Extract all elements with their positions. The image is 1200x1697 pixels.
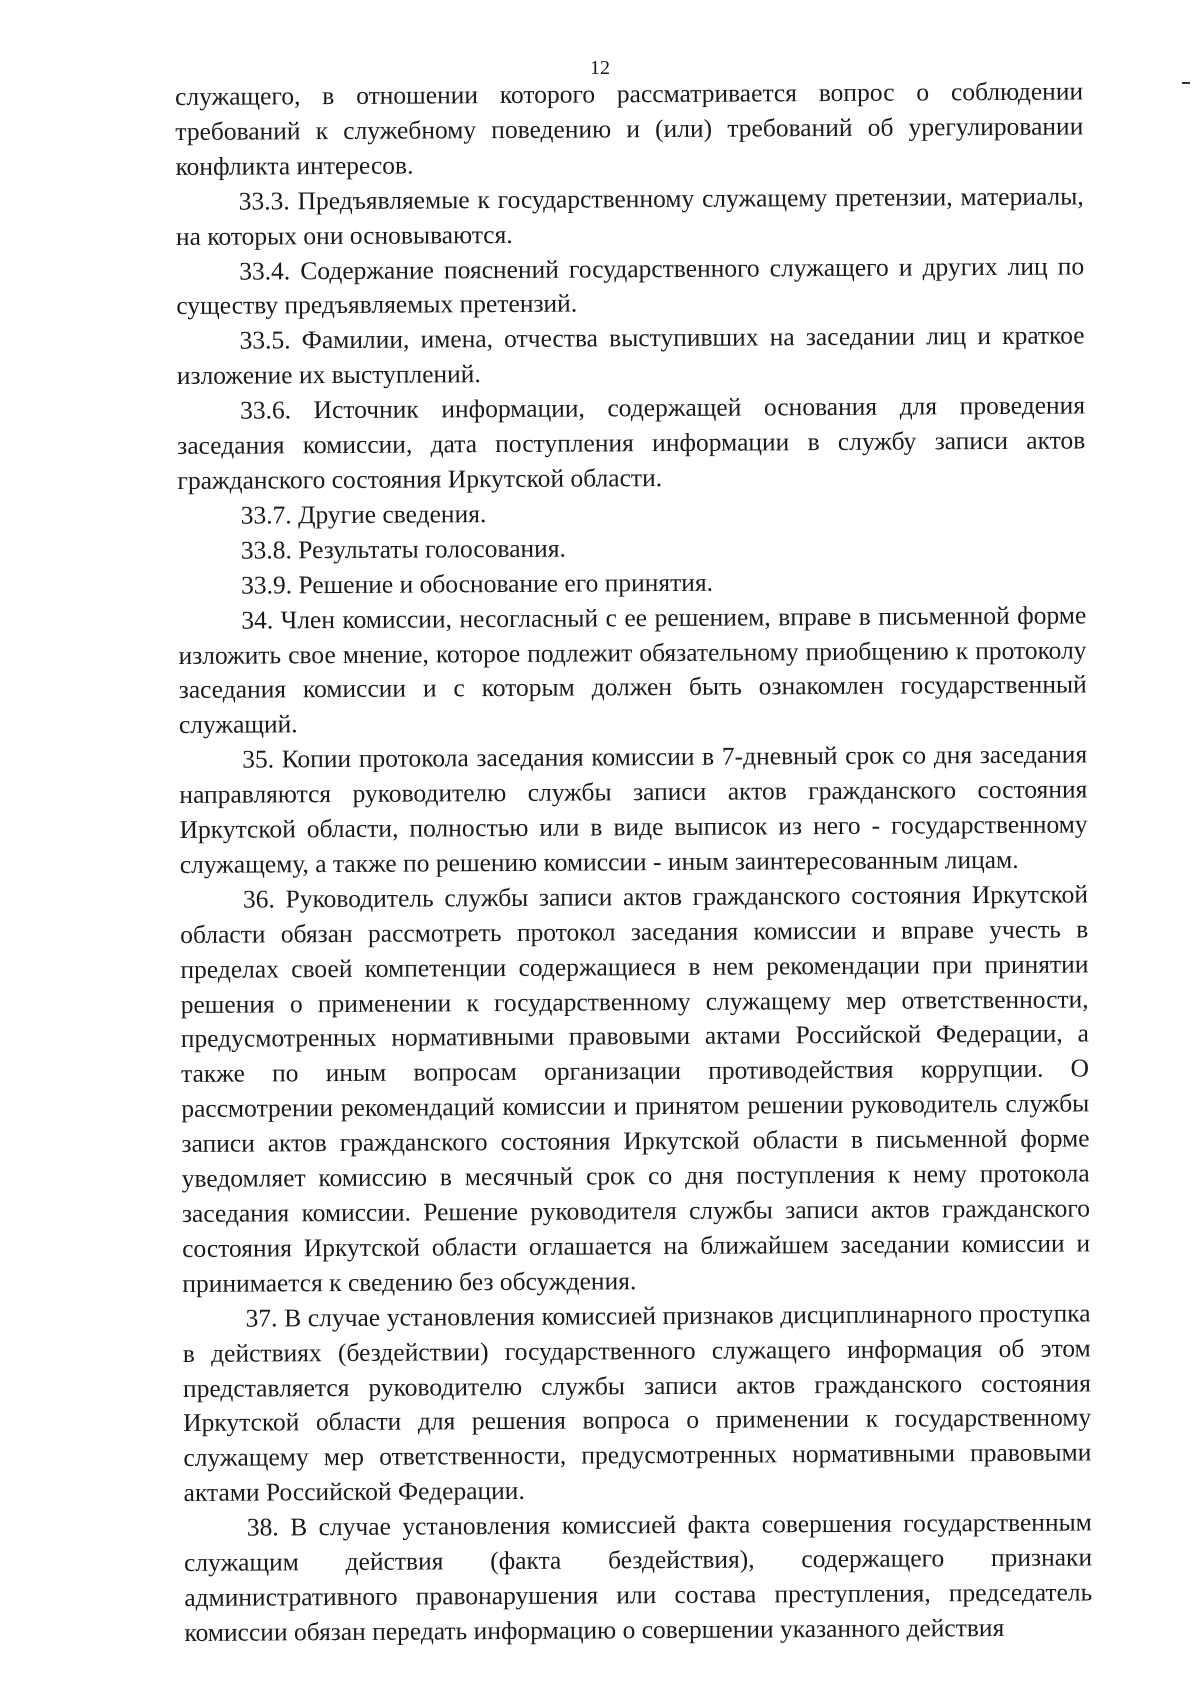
- page-number: 12: [590, 57, 610, 79]
- paragraph-continuation: служащего, в отношении которого рассматривается вопрос о соблюдении требований к служебному поведению и (или) требований об урегулировании конфликта интересов.: [175, 76, 1084, 181]
- paragraph-33-4: 33.4. Содержание пояснений государственного служащего и других лиц по существу предъявляемых претензий.: [176, 250, 1085, 321]
- paragraph-35: 35. Копии протокола заседания комиссии в 7-дневный срок со дня заседания направляются руководителю службы записи актов гражданского состояния Иркутской области, полностью или в виде выписок из него - государственному служащему, а также по решению комиссии - иным заинтересованным лицам.: [179, 739, 1088, 879]
- paragraph-36: 36. Руководитель службы записи актов гражданского состояния Иркутской области обязан рассмотреть протокол заседания комиссии и вправе учесть в пределах своей компетенции содержащиеся в нем рекомендации при принятии решения о применении к государственному служащему мер ответственности, предусмотренных нормативными правовыми актами Российской Федерации, а также по иным вопросам организации противодействия коррупции. О рассмотрении рекомендаций комиссии и принятом решении руководитель службы записи актов гражданского состояния Иркутской области в письменной форме уведомляет комиссию в месячный срок со дня поступления к нему протокола заседания комиссии. Решение руководителя службы записи актов гражданского состояния Иркутской области оглашается на ближайшем заседании комиссии и принимается к сведению без обсуждения.: [180, 879, 1091, 1298]
- paragraph-33-7: 33.7. Другие сведения.: [240, 498, 487, 530]
- paragraph-34: 34. Член комиссии, несогласный с ее решением, вправе в письменной форме изложить свое мнение, которое подлежит обязательному приобщению к протоколу заседания комиссии и с которым должен быть ознакомлен государственный служащий.: [178, 600, 1087, 740]
- paragraph-33-9: 33.9. Решение и обоснование его принятия.: [240, 567, 714, 600]
- document-body: [175, 74, 1093, 1650]
- scan-mark: [1182, 82, 1190, 84]
- paragraph-33-3: 33.3. Предъявляемые к государственному служащему претензии, материалы, на которых они основываются.: [175, 181, 1084, 251]
- paragraph-33-8: 33.8. Результаты голосования.: [240, 533, 566, 565]
- paragraph-33-6: 33.6. Источник информации, содержащей основания для проведения заседания комиссии, дата поступления информации в службу записи актов гражданского состояния Иркутской области.: [177, 390, 1086, 495]
- paragraph-38: 38. В случае установления комиссией факта совершения государственным служащим действия (факта бездействия), содержащего признаки административного правонарушения или состава преступления, председатель комиссии обязан передать информацию о совершении указанного действия: [183, 1507, 1093, 1647]
- paragraph-33-5: 33.5. Фамилии, имена, отчества выступивших на заседании лиц и краткое изложение их выступлений.: [176, 320, 1085, 391]
- paragraph-37: 37. В случае установления комиссией признаков дисциплинарного проступка в действиях (бездействии) государственного служащего информация об этом представляется руководителю службы записи актов гражданского состояния Иркутской области для решения вопроса о применении к государственному служащему мер ответственности, предусмотренных нормативными правовыми актами Российской Федерации.: [182, 1298, 1092, 1508]
